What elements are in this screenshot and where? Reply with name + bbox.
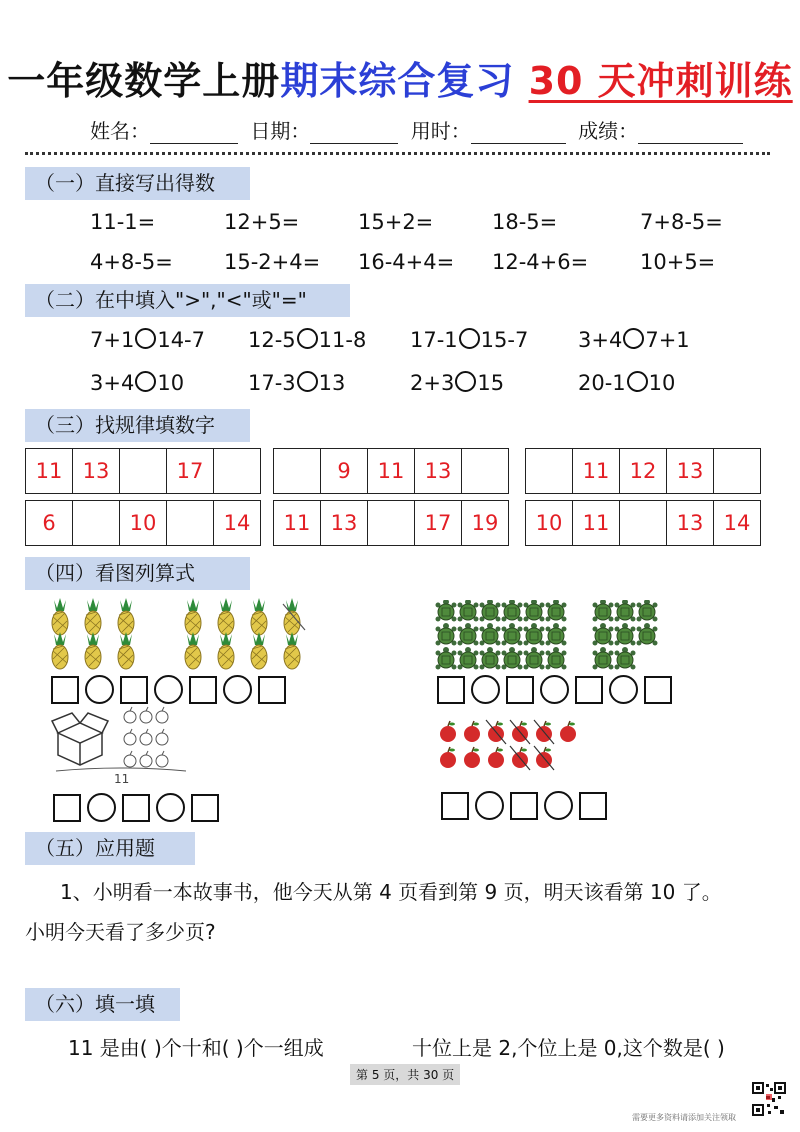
seq-cell: 11 xyxy=(367,449,414,493)
apple-icon xyxy=(440,721,576,768)
seq-cell-blank[interactable] xyxy=(367,501,414,545)
seq-cell: 12 xyxy=(619,449,666,493)
seq-cell: 13 xyxy=(320,501,367,545)
answer-circle[interactable] xyxy=(623,328,644,349)
seq-cell-blank[interactable] xyxy=(526,449,572,493)
qr-code-icon xyxy=(752,1082,786,1116)
seq-cell-blank[interactable] xyxy=(461,449,508,493)
section-4-header: （四）看图列算式 xyxy=(25,557,250,590)
sequence-2-3 xyxy=(525,500,761,546)
arith-2-2: 15-2+4= xyxy=(224,250,321,274)
title-part-review: 期末综合复习 xyxy=(280,59,515,103)
answer-circle[interactable] xyxy=(135,371,156,392)
answer-circle[interactable] xyxy=(627,371,648,392)
seq-cell: 11 xyxy=(35,459,63,483)
seq-cell: 11 xyxy=(572,501,619,545)
time-label: 用时： xyxy=(410,119,471,143)
answer-box[interactable] xyxy=(441,792,469,820)
seq-cell-blank[interactable] xyxy=(274,449,320,493)
answer-box[interactable] xyxy=(120,676,148,704)
seq-cell-blank[interactable] xyxy=(619,501,666,545)
compare-2-1: 3+4 10 xyxy=(90,371,185,395)
answer-circle[interactable] xyxy=(609,675,638,704)
arith-1-1: 11-1= xyxy=(90,210,156,234)
answer-circle[interactable] xyxy=(475,791,504,820)
seq-cell-blank[interactable] xyxy=(166,501,213,545)
answer-box[interactable] xyxy=(575,676,603,704)
name-label: 姓名： xyxy=(90,119,150,143)
answer-circle[interactable] xyxy=(544,791,573,820)
gift-box-icon xyxy=(52,713,108,765)
seq-cell: 9 xyxy=(320,449,367,493)
answer-circle[interactable] xyxy=(87,793,116,822)
fill-question-1: 11 是由( )个十和( )个一组成 xyxy=(68,1036,324,1060)
arith-2-1: 4+8-5= xyxy=(90,250,173,274)
compare-2-2: 17-3 13 xyxy=(248,371,346,395)
seq-cell: 13 xyxy=(666,501,713,545)
seq-cell: 14 xyxy=(713,501,760,545)
seq-cell: 11 xyxy=(283,511,311,535)
seq-cell-blank[interactable] xyxy=(713,449,760,493)
answer-circle[interactable] xyxy=(154,675,183,704)
answer-circle[interactable] xyxy=(455,371,476,392)
sequence-1-2 xyxy=(273,448,509,494)
answer-circle[interactable] xyxy=(297,371,318,392)
answer-row-turtle xyxy=(437,675,672,704)
title-part-grade: 一年级数学上册 xyxy=(7,59,281,103)
answer-circle[interactable] xyxy=(223,675,252,704)
section-2-header: （二）在中填入">","<"或"=" xyxy=(25,284,350,317)
arith-2-3: 16-4+4= xyxy=(358,250,455,274)
answer-box[interactable] xyxy=(189,676,217,704)
sequence-2-2 xyxy=(273,500,509,546)
footer-note: 需要更多资料请添加关注领取 xyxy=(632,1113,736,1122)
answer-circle[interactable] xyxy=(459,328,480,349)
answer-box[interactable] xyxy=(644,676,672,704)
seq-cell: 11 xyxy=(572,449,619,493)
seq-cell-blank[interactable] xyxy=(213,449,260,493)
answer-circle[interactable] xyxy=(85,675,114,704)
answer-row-box-apples xyxy=(53,793,219,822)
seq-cell: 13 xyxy=(414,449,461,493)
arith-2-4: 12-4+6= xyxy=(492,250,589,274)
fill-question-2: 十位上是 2,个位上是 0,这个数是( ) xyxy=(412,1036,725,1060)
seq-cell: 6 xyxy=(42,511,56,535)
divider xyxy=(25,152,770,155)
answer-box[interactable] xyxy=(258,676,286,704)
answer-circle[interactable] xyxy=(156,793,185,822)
compare-2-3: 2+3 15 xyxy=(410,371,505,395)
arith-1-3: 15+2= xyxy=(358,210,434,234)
sequence-1-1 xyxy=(25,448,261,494)
answer-circle[interactable] xyxy=(540,675,569,704)
name-blank[interactable] xyxy=(150,125,238,144)
answer-box[interactable] xyxy=(579,792,607,820)
section-3-header: （三）找规律填数字 xyxy=(25,409,250,442)
answer-circle[interactable] xyxy=(471,675,500,704)
answer-row-pineapple xyxy=(51,675,286,704)
time-blank[interactable] xyxy=(471,125,566,144)
seq-cell-blank[interactable] xyxy=(119,449,166,493)
student-info-row xyxy=(90,115,749,144)
seq-cell: 10 xyxy=(119,501,166,545)
date-label: 日期： xyxy=(250,119,311,143)
answer-circle[interactable] xyxy=(135,328,156,349)
page-number: 第 5 页，共 30 页 xyxy=(350,1064,460,1085)
sequence-2-1 xyxy=(25,500,261,546)
arith-1-5: 7+8-5= xyxy=(640,210,723,234)
compare-1-4: 3+4 7+1 xyxy=(578,328,690,352)
section-6-header: （六）填一填 xyxy=(25,988,180,1021)
compare-1-1: 7+1 14-7 xyxy=(90,328,205,352)
compare-1-3: 17-1 15-7 xyxy=(410,328,529,352)
arith-1-2: 12+5= xyxy=(224,210,300,234)
pineapple-icon xyxy=(52,598,300,669)
seq-cell: 13 xyxy=(666,449,713,493)
seq-cell: 10 xyxy=(535,511,563,535)
answer-box[interactable] xyxy=(191,794,219,822)
seq-cell: 19 xyxy=(461,501,508,545)
application-question-line-1: 1、小明看一本故事书，他今天从第 4 页看到第 9 页，明天该看第 10 了。 xyxy=(60,880,722,904)
answer-row-red-apples xyxy=(441,791,607,820)
turtle-group xyxy=(433,600,663,672)
seq-cell: 14 xyxy=(213,501,260,545)
answer-circle[interactable] xyxy=(297,328,318,349)
compare-1-2: 12-5 11-8 xyxy=(248,328,367,352)
compare-2-4: 20-1 10 xyxy=(578,371,676,395)
pineapple-group xyxy=(45,598,315,672)
brace-label: 11 xyxy=(114,772,130,786)
seq-cell: 13 xyxy=(72,449,119,493)
sequence-1-3 xyxy=(525,448,761,494)
arith-2-5: 10+5= xyxy=(640,250,716,274)
title-part-training: 30 天冲刺训练 xyxy=(528,59,793,103)
turtle-icon xyxy=(436,600,658,670)
section-1-header: （一）直接写出得数 xyxy=(25,167,250,200)
answer-box[interactable] xyxy=(506,676,534,704)
date-blank[interactable] xyxy=(310,125,398,144)
answer-box[interactable] xyxy=(510,792,538,820)
seq-cell-blank[interactable] xyxy=(72,501,119,545)
page-title xyxy=(0,50,800,105)
red-apple-group xyxy=(436,718,586,773)
score-blank[interactable] xyxy=(638,125,743,144)
score-label: 成绩： xyxy=(578,119,639,143)
answer-box[interactable] xyxy=(51,676,79,704)
seq-cell: 17 xyxy=(166,449,213,493)
apple-icon xyxy=(124,707,168,767)
seq-cell: 17 xyxy=(414,501,461,545)
answer-box[interactable] xyxy=(53,794,81,822)
arith-1-4: 18-5= xyxy=(492,210,558,234)
answer-box[interactable] xyxy=(437,676,465,704)
application-question-line-2: 小明今天看了多少页? xyxy=(25,920,216,944)
section-5-header: （五）应用题 xyxy=(25,832,195,865)
answer-box[interactable] xyxy=(122,794,150,822)
